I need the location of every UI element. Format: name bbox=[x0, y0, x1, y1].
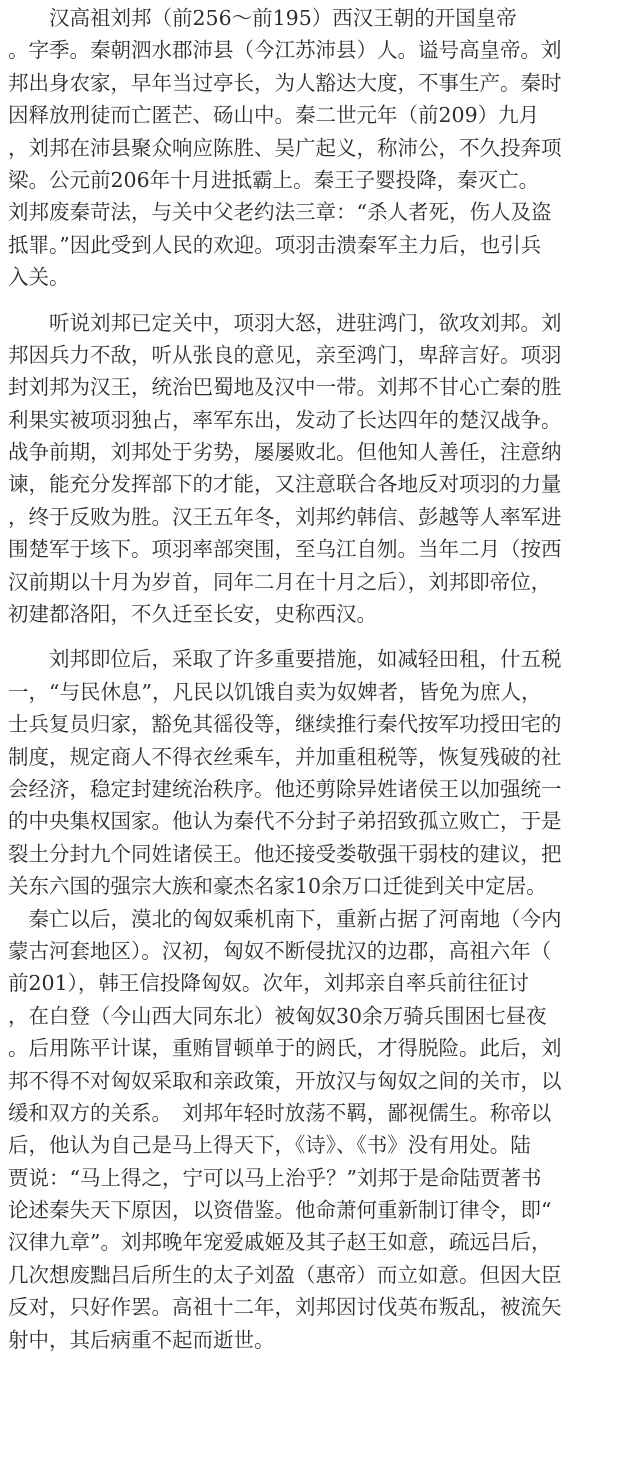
paragraph-2 bbox=[8, 307, 632, 631]
text-line: 一，“与民休息”，凡民以饥饿自卖为奴婢者，皆免为庶人， bbox=[8, 679, 542, 704]
text-line: ，终于反败为胜。汉王五年冬，刘邦约韩信、彭越等人率军进 bbox=[8, 504, 562, 529]
text-line: 关东六国的强宗大族和豪杰名家10余万口迁徙到关中定居。 bbox=[8, 874, 547, 899]
text-line: 论述秦失天下原因，以资借鉴。他命萧何重新制订律令，即“ bbox=[8, 1198, 552, 1223]
text-line: 邦因兵力不敌，听从张良的意见，亲至鸿门，卑辞言好。项羽 bbox=[8, 342, 562, 367]
text-line: ，刘邦在沛县聚众响应陈胜、吴广起义，称沛公，不久投奔项 bbox=[8, 135, 562, 160]
paragraph-3 bbox=[8, 643, 632, 1356]
text-line: 谏，能充分发挥部下的才能，又注意联合各地反对项羽的力量 bbox=[8, 472, 562, 497]
text-line: 汉高祖刘邦（前256～前195）西汉王朝的开国皇帝 bbox=[8, 6, 517, 30]
text-line: 士兵复员归家，豁免其徭役等，继续推行秦代按军功授田宅的 bbox=[8, 712, 562, 737]
text-line: 汉律九章”。刘邦晚年宠爱戚姬及其子赵王如意，疏远吕后， bbox=[8, 1230, 552, 1255]
text-line: 听说刘邦已定关中，项羽大怒，进驻鸿门，欲攻刘邦。刘 bbox=[8, 310, 562, 335]
text-line: 蒙古河套地区）。汉初，匈奴不断侵扰汉的边郡，高祖六年（ bbox=[8, 938, 552, 963]
text-line: 邦不得不对匈奴采取和亲政策，开放汉与匈奴之间的关市，以 bbox=[8, 1068, 562, 1093]
paragraph-gap bbox=[8, 294, 632, 307]
text-line: 利果实被项羽独占，率军东出，发动了长达四年的楚汉战争。 bbox=[8, 407, 562, 432]
text-line: 的中央集权国家。他认为秦代不分封子弟招致孤立败亡，于是 bbox=[8, 809, 562, 834]
text-line: 裂土分封九个同姓诸侯王。他还接受娄敬强干弱枝的建议，把 bbox=[8, 841, 562, 866]
text-line: 。后用陈平计谋，重贿冒顿单于的阏氏，才得脱险。此后，刘 bbox=[8, 1036, 562, 1061]
text-line: 汉前期以十月为岁首，同年二月在十月之后），刘邦即帝位， bbox=[8, 569, 552, 594]
text-line: 。字季。秦朝泗水郡沛县（今江苏沛县）人。谥号高皇帝。刘 bbox=[8, 38, 562, 63]
text-line: 反对，只好作罢。高祖十二年，刘邦因讨伐英布叛乱，被流矢 bbox=[8, 1295, 562, 1320]
paragraph-gap bbox=[8, 630, 632, 643]
text-line: 初建都洛阳，不久迁至长安，史称西汉。 bbox=[8, 602, 377, 627]
text-line: ，在白登（今山西大同东北）被匈奴30余万骑兵围困七昼夜 bbox=[8, 1003, 547, 1028]
text-line: 入关。 bbox=[8, 265, 70, 290]
text-line: 战争前期，刘邦处于劣势，屡屡败北。但他知人善任，注意纳 bbox=[8, 440, 562, 465]
text-line: 制度，规定商人不得衣丝乘车，并加重租税等，恢复残破的社 bbox=[8, 744, 562, 769]
text-line: 围楚军于垓下。项羽率部突围，至乌江自刎。当年二月（按西 bbox=[8, 537, 562, 562]
text-line: 贾说：“马上得之，宁可以马上治乎？”刘邦于是命陆贾著书 bbox=[8, 1165, 542, 1190]
text-line: 邦出身农家，早年当过亭长，为人豁达大度，不事生产。秦时 bbox=[8, 70, 562, 95]
text-line: 前201），韩王信投降匈奴。次年，刘邦亲自率兵前往征讨 bbox=[8, 971, 529, 996]
text-line: 抵罪。”因此受到人民的欢迎。项羽击溃秦军主力后，也引兵 bbox=[8, 232, 542, 257]
text-line: 会经济，稳定封建统治秩序。他还剪除异姓诸侯王以加强统一 bbox=[8, 776, 562, 801]
text-line: 封刘邦为汉王，统治巴蜀地及汉中一带。刘邦不甘心亡秦的胜 bbox=[8, 375, 562, 400]
text-line: 因释放刑徒而亡匿芒、砀山中。秦二世元年（前209）九月 bbox=[8, 103, 540, 128]
text-line: 秦亡以后，漠北的匈奴乘机南下，重新占据了河南地（今内 bbox=[8, 906, 562, 931]
text-line: 射中，其后病重不起而逝世。 bbox=[8, 1327, 275, 1352]
text-line: 几次想废黜吕后所生的太子刘盈（惠帝）而立如意。但因大臣 bbox=[8, 1262, 562, 1287]
text-line: 刘邦废秦苛法，与关中父老约法三章：“杀人者死，伤人及盗 bbox=[8, 200, 552, 225]
text-line: 梁。公元前206年十月进抵霸上。秦王子婴投降，秦灭亡。 bbox=[8, 167, 540, 192]
text-line: 后，他认为自己是马上得天下，《诗》、《书》没有用处。陆 bbox=[8, 1133, 531, 1158]
text-line: 缓和双方的关系。 刘邦年轻时放荡不羁，鄙视儒生。称帝以 bbox=[8, 1100, 552, 1125]
paragraph-1 bbox=[8, 2, 632, 294]
text-line: 刘邦即位后，采取了许多重要措施，如减轻田租，什五税 bbox=[8, 647, 562, 672]
